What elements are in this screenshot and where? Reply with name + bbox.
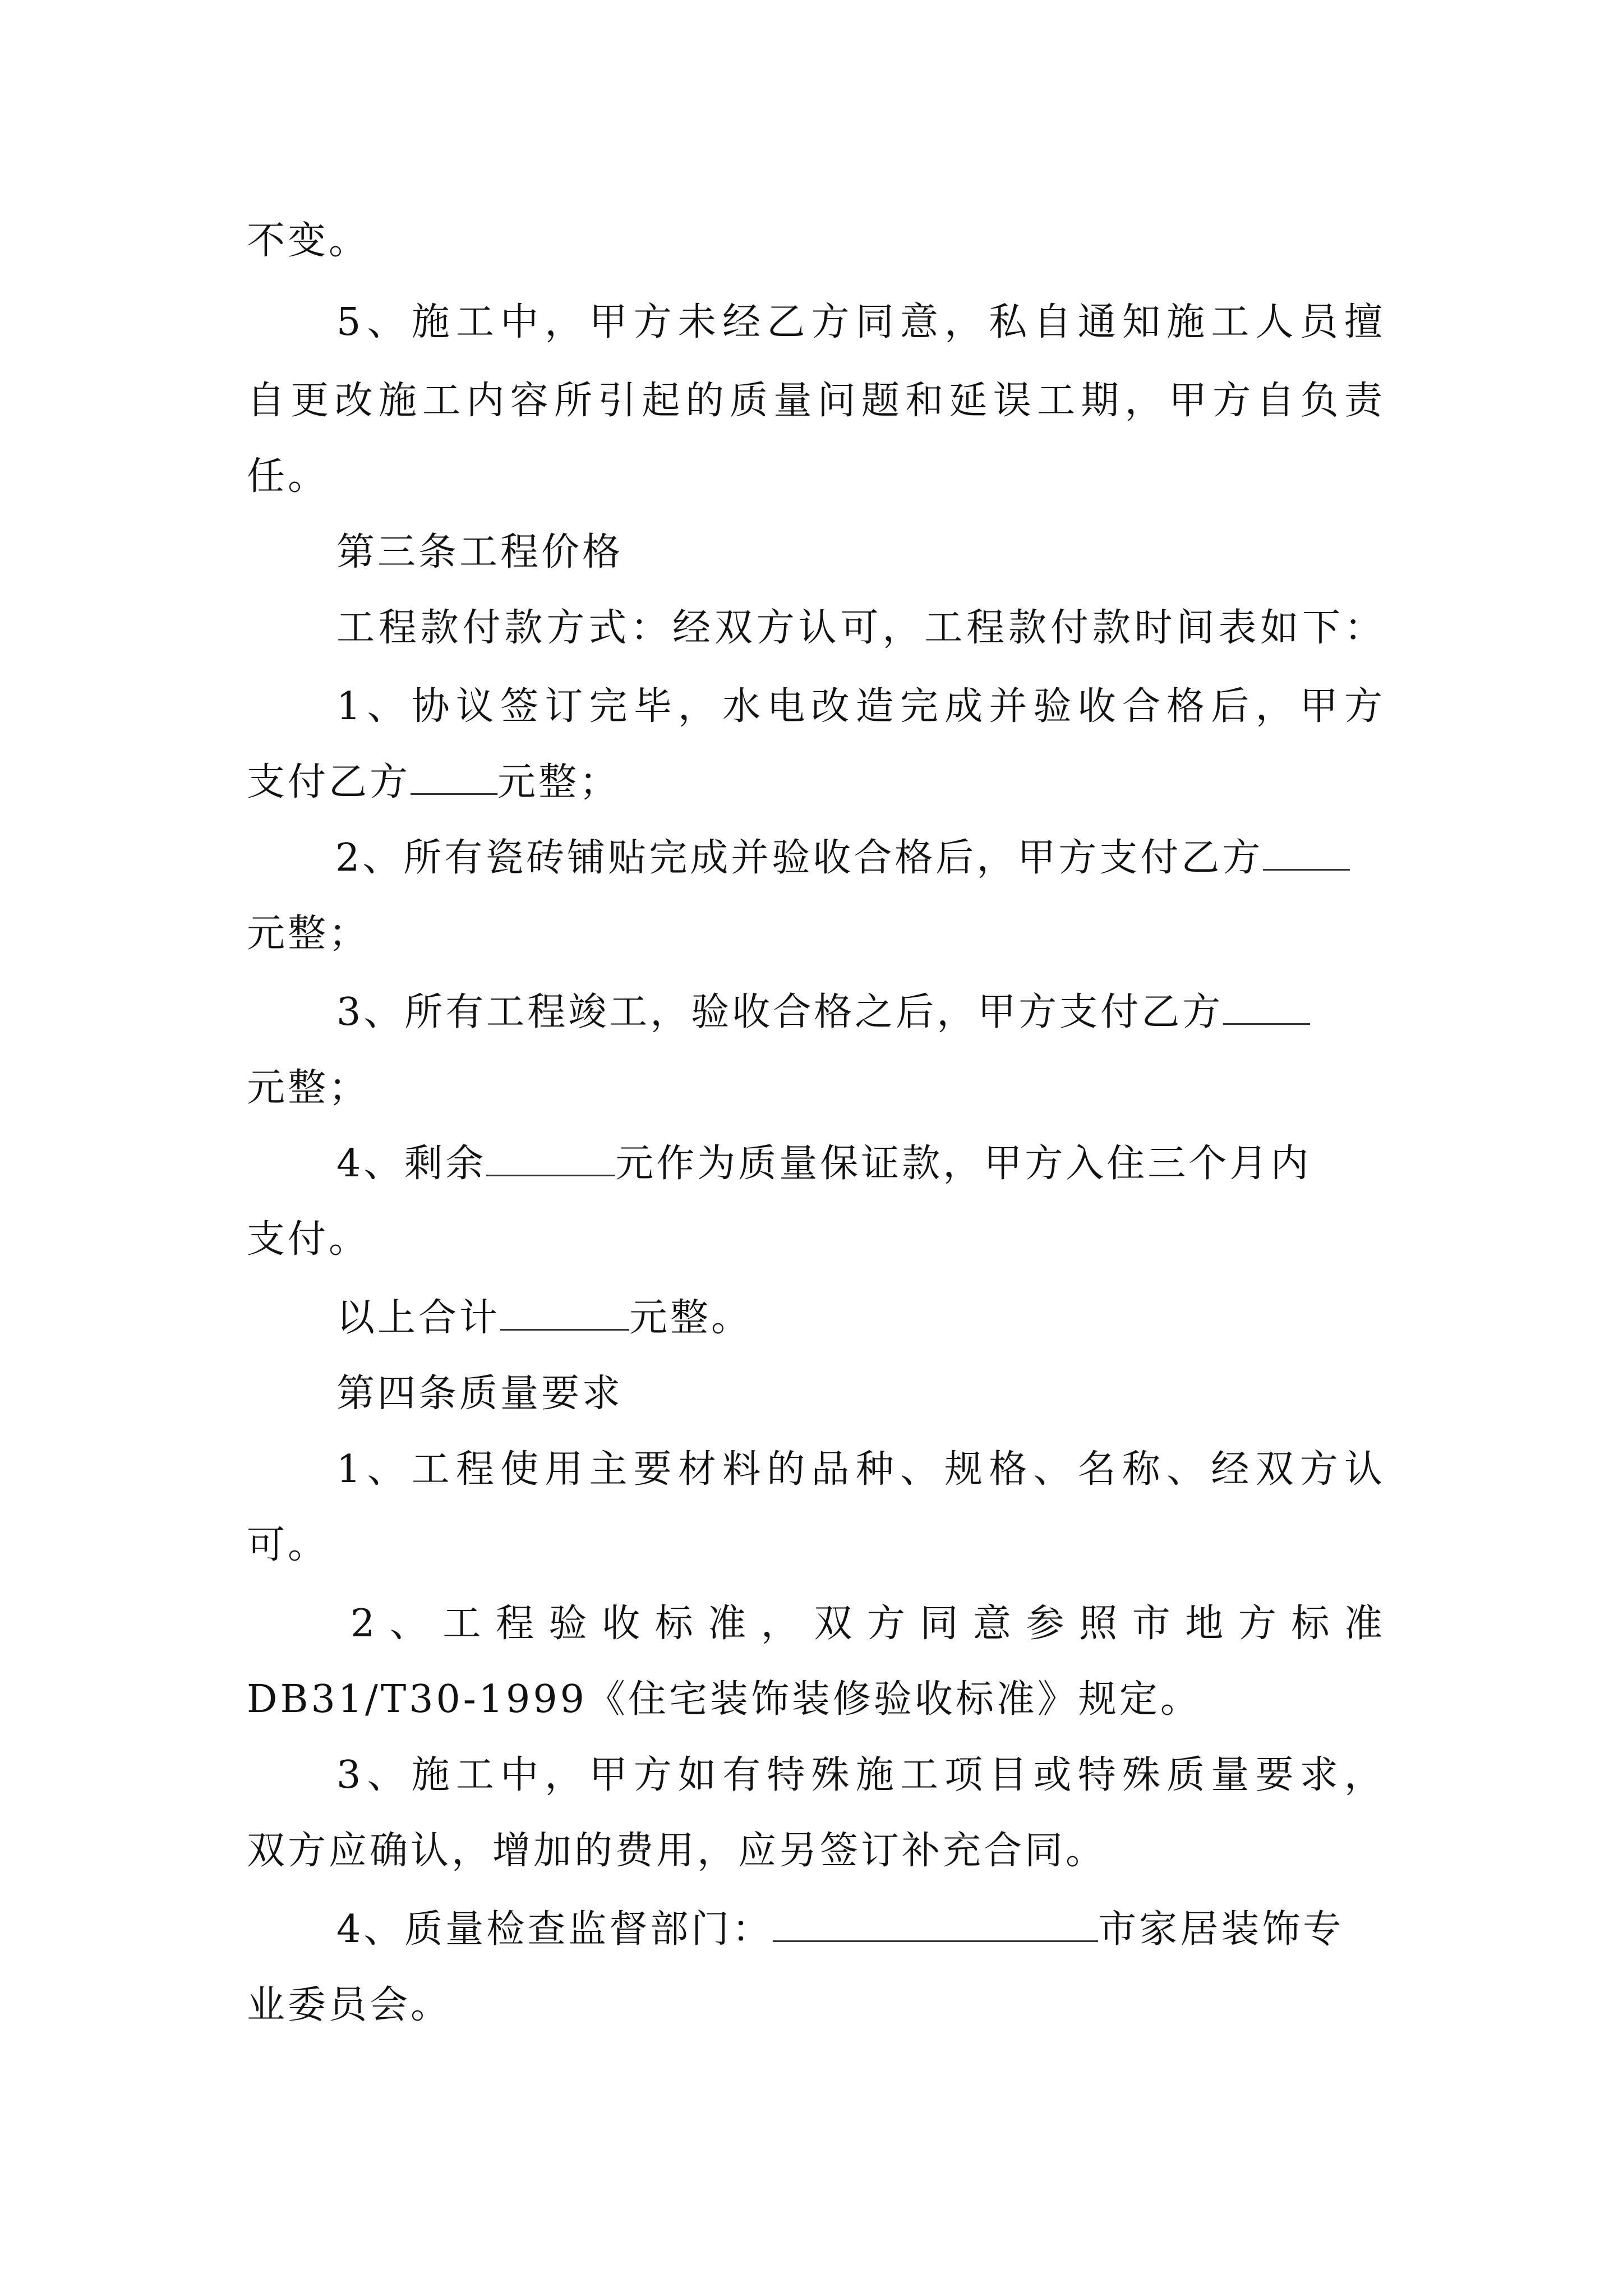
text: 2、所有瓷砖铺贴完成并验收合格后，甲方支付乙方 [335,836,1264,880]
blank-field [1223,988,1310,1025]
text: 任。 [247,454,329,499]
text: 元整； [247,912,370,956]
text-line [247,1826,1106,1876]
text-line [247,1674,1201,1725]
text-line [336,987,1310,1038]
text-line [336,603,1385,654]
text: 不变。 [247,219,370,263]
text-line [247,1063,370,1114]
text: 第三条工程价格 [336,530,624,574]
text-line [247,216,370,266]
blank-field [1263,834,1350,871]
text: 4、质量检查监督部门： [336,1907,773,1952]
text: 元作为质量保证款，甲方入住三个月内 [615,1142,1312,1186]
text: 3、所有工程竣工，验收合格之后，甲方支付乙方 [336,990,1224,1034]
text-line [247,376,1385,426]
text: 双方应确认，增加的费用，应另签订补充合同。 [247,1829,1107,1873]
text: 自更改施工内容所引起的质量问题和延误工期，甲方自负责 [247,379,1385,423]
blank-field [773,1906,1098,1942]
text: 可。 [247,1523,329,1567]
text-line [336,682,1385,732]
text-line [247,1520,329,1571]
text: 支付。 [247,1217,370,1262]
text: 元整。 [629,1296,753,1340]
text: 5、施工中，甲方未经乙方同意，私自通知施工人员擅 [336,300,1385,344]
text-line [336,1444,1385,1495]
section-heading [336,1369,623,1419]
text: 3、施工中，甲方如有特殊施工项目或特殊质量要求， [336,1753,1385,1797]
text-line [336,1293,752,1343]
text: 工程款付款方式：经双方认可，工程款付款时间表如下： [336,606,1385,650]
text: 业委员会。 [247,1983,452,2027]
text-line [247,452,329,502]
text: 2、工程验收标准，双方同意参照市地方标准 [351,1602,1385,1646]
text-line [247,1980,451,2031]
text-line [247,757,620,808]
text-line [336,297,1385,348]
text-line [336,1139,1311,1189]
text-line [335,833,1350,884]
text: 1、工程使用主要材料的品种、规格、名称、经双方认 [336,1447,1385,1492]
text-line [336,1904,1344,1955]
blank-field [411,758,497,795]
text-line [247,909,370,959]
text-line [336,1750,1385,1801]
text: 第四条质量要求 [336,1372,624,1416]
text: 市家居装饰专 [1098,1907,1344,1952]
text: 元整； [247,1066,370,1110]
text-line [247,1214,370,1265]
text: 以上合计 [336,1296,501,1340]
blank-field [500,1294,629,1331]
text: 1、协议签订完毕，水电改造完成并验收合格后，甲方 [336,684,1385,729]
text: DB31/T30-1999《住宅装饰装修验收标准》规定。 [247,1677,1201,1722]
section-heading [336,527,623,578]
blank-field [486,1140,615,1176]
text: 元整； [497,760,621,804]
text: 4、剩余 [336,1142,487,1186]
text-line [351,1599,1385,1649]
text: 支付乙方 [247,760,411,804]
